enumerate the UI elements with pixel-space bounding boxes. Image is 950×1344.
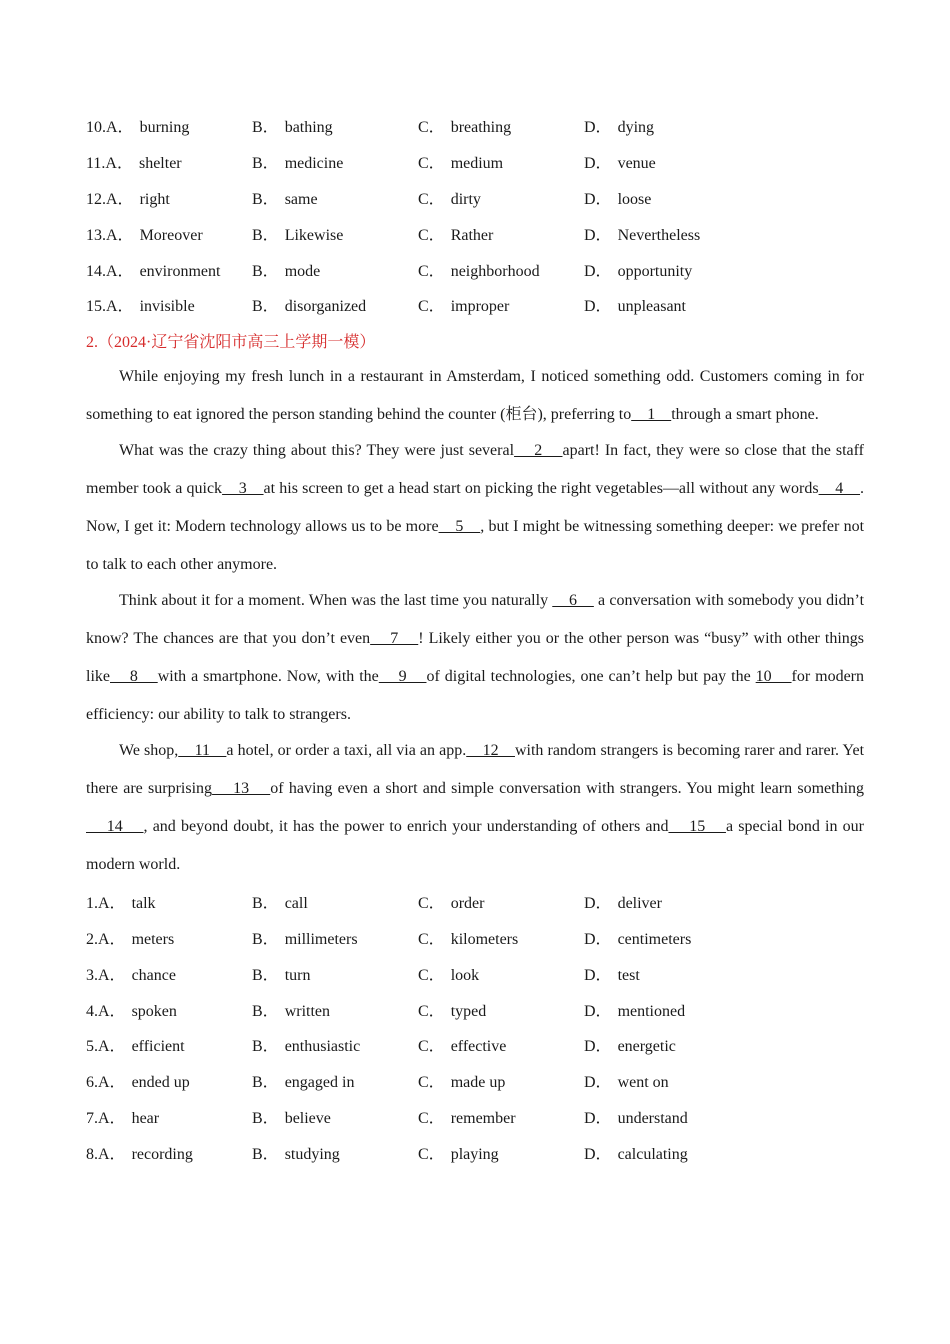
answer-blank[interactable]: 11 <box>178 741 227 759</box>
passage-text: Think about it for a moment. When was the last time you naturally <box>119 591 553 609</box>
answer-blank[interactable]: 4 <box>818 479 861 497</box>
option-row <box>86 1134 864 1170</box>
option-a <box>86 114 252 137</box>
answer-blank[interactable]: 7 <box>370 629 419 647</box>
option-text: mentioned <box>617 1002 686 1020</box>
option-text: burning <box>139 119 190 137</box>
passage-paragraph-4 <box>86 732 864 884</box>
passage-text: of digital technologies, one can’t help but pay the <box>426 667 756 685</box>
passage-paragraph-2 <box>86 432 864 584</box>
option-text: dying <box>617 119 655 137</box>
option-a <box>86 150 252 173</box>
option-row <box>86 920 864 956</box>
option-letter: C． <box>418 1038 445 1056</box>
option-a <box>86 1141 252 1164</box>
option-a <box>86 926 252 949</box>
option-c <box>418 890 584 913</box>
option-d <box>584 890 784 913</box>
option-letter: D． <box>584 1145 612 1163</box>
passage-text: , and beyond doubt, it has the power to enrich your understanding of others and <box>143 817 669 835</box>
option-letter: C． <box>418 930 445 948</box>
option-b <box>252 998 418 1021</box>
option-letter: C． <box>418 1074 445 1092</box>
passage-text: ! Likely either you or the other person was “busy” with other things like <box>86 629 865 685</box>
option-text: believe <box>284 1109 331 1127</box>
option-text: centimeters <box>617 930 692 948</box>
option-c <box>418 114 584 137</box>
option-a <box>86 890 252 913</box>
option-text: remember <box>450 1109 516 1127</box>
option-b <box>252 1105 418 1128</box>
option-letter: B． <box>252 226 279 244</box>
option-text: test <box>617 966 640 984</box>
option-a <box>86 1069 252 1092</box>
option-row <box>86 108 864 144</box>
option-letter: A． <box>98 1109 126 1127</box>
option-text: medium <box>450 155 504 173</box>
passage-text: a hotel, or order a taxi, all via an app. <box>226 741 467 759</box>
option-d <box>584 1033 784 1056</box>
option-a <box>86 258 252 281</box>
option-b <box>252 1033 418 1056</box>
option-c <box>418 222 584 245</box>
option-letter: D． <box>584 1002 612 1020</box>
option-letter: B． <box>252 119 279 137</box>
option-text: kilometers <box>450 930 519 948</box>
question-number: 3. <box>86 966 98 984</box>
option-text: understand <box>617 1109 688 1127</box>
option-b <box>252 186 418 209</box>
option-d <box>584 1141 784 1164</box>
question-number: 7. <box>86 1109 98 1127</box>
option-b <box>252 114 418 137</box>
options-list-part2 <box>86 884 864 1170</box>
option-text: mode <box>284 262 321 280</box>
option-row <box>86 287 864 323</box>
option-letter: A． <box>106 262 134 280</box>
option-text: meters <box>131 930 175 948</box>
option-letter: A． <box>106 298 134 316</box>
option-text: chance <box>131 966 176 984</box>
option-letter: D． <box>584 895 612 913</box>
option-letter: B． <box>252 966 279 984</box>
option-letter: C． <box>418 1002 445 1020</box>
option-row <box>86 180 864 216</box>
option-b <box>252 890 418 913</box>
question-number: 14. <box>86 262 106 280</box>
option-text: environment <box>139 262 221 280</box>
option-text: deliver <box>617 895 662 913</box>
option-letter: B． <box>252 1109 279 1127</box>
option-letter: B． <box>252 298 279 316</box>
option-letter: A． <box>106 190 134 208</box>
option-text: typed <box>450 1002 487 1020</box>
passage-text: through a smart phone. <box>671 405 819 423</box>
option-letter: D． <box>584 930 612 948</box>
passage-text: for modern efficiency: our ability to talk to strangers. <box>86 667 865 723</box>
option-b <box>252 258 418 281</box>
option-d <box>584 186 784 209</box>
option-letter: C． <box>418 298 445 316</box>
option-letter: A． <box>98 1002 126 1020</box>
option-letter: B． <box>252 1038 279 1056</box>
option-text: loose <box>617 190 652 208</box>
option-letter: B． <box>252 1074 279 1092</box>
option-c <box>418 926 584 949</box>
option-letter: D． <box>584 119 612 137</box>
option-text: effective <box>450 1038 507 1056</box>
option-text: unpleasant <box>617 298 686 316</box>
option-letter: A． <box>106 119 134 137</box>
option-letter: D． <box>584 1038 612 1056</box>
option-text: dirty <box>450 190 481 208</box>
option-d <box>584 998 784 1021</box>
option-text: millimeters <box>284 930 358 948</box>
option-c <box>418 1141 584 1164</box>
passage-paragraph-3 <box>86 582 864 734</box>
option-b <box>252 1069 418 1092</box>
option-c <box>418 1069 584 1092</box>
option-c <box>418 1033 584 1056</box>
option-text: hear <box>131 1109 160 1127</box>
option-text: enthusiastic <box>284 1038 361 1056</box>
option-a <box>86 998 252 1021</box>
option-letter: A． <box>98 930 126 948</box>
question-number: 4. <box>86 1002 98 1020</box>
option-text: written <box>284 1002 331 1020</box>
option-letter: B． <box>252 895 279 913</box>
option-row <box>86 884 864 920</box>
option-text: improper <box>450 298 510 316</box>
option-letter: C． <box>418 190 445 208</box>
option-text: Nevertheless <box>617 226 701 244</box>
option-b <box>252 222 418 245</box>
option-c <box>418 998 584 1021</box>
option-b <box>252 150 418 173</box>
answer-blank[interactable]: 8 <box>110 667 158 685</box>
option-letter: B． <box>252 262 279 280</box>
option-letter: C． <box>418 226 445 244</box>
option-text: disorganized <box>284 298 367 316</box>
option-b <box>252 1141 418 1164</box>
option-letter: C． <box>418 966 445 984</box>
option-a <box>86 1033 252 1056</box>
option-d <box>584 114 784 137</box>
option-text: call <box>284 895 308 913</box>
option-text: ended up <box>131 1074 190 1092</box>
question-number: 11. <box>86 155 106 173</box>
option-a <box>86 293 252 316</box>
option-text: right <box>139 190 170 208</box>
passage-text: We shop, <box>119 741 179 759</box>
passage-text: a special bond in our modern world. <box>86 817 864 873</box>
option-d <box>584 258 784 281</box>
option-letter: C． <box>418 1109 445 1127</box>
question-number: 15. <box>86 298 106 316</box>
option-text: studying <box>284 1145 340 1163</box>
passage-text: of having even a short and simple conversation with strangers. You might learn something <box>270 779 865 797</box>
option-text: order <box>450 895 485 913</box>
question-number: 2. <box>86 930 98 948</box>
option-text: made up <box>450 1074 506 1092</box>
option-text: medicine <box>284 155 344 173</box>
passage-text: What was the crazy thing about this? They were just several <box>119 441 515 459</box>
answer-blank[interactable]: 12 <box>466 741 515 759</box>
option-d <box>584 962 784 985</box>
passage-text: with a smartphone. Now, with the <box>157 667 379 685</box>
section-heading: 2.（2024·辽宁省沈阳市高三上学期一模） <box>86 333 376 351</box>
option-letter: B． <box>252 1145 279 1163</box>
question-number: 13. <box>86 226 106 244</box>
answer-blank[interactable]: 13 <box>212 779 271 797</box>
option-letter: A． <box>98 966 126 984</box>
option-c <box>418 258 584 281</box>
passage-text: . Now, I get it: Modern technology allows us to be more <box>86 479 865 535</box>
answer-blank[interactable]: 1 <box>631 405 672 423</box>
option-letter: A． <box>98 1145 126 1163</box>
option-text: shelter <box>138 155 182 173</box>
option-letter: B． <box>252 155 279 173</box>
answer-blank[interactable]: 5 <box>438 517 481 535</box>
option-text: energetic <box>617 1038 676 1056</box>
question-number: 12. <box>86 190 106 208</box>
option-letter: A． <box>98 1074 126 1092</box>
option-text: look <box>450 966 480 984</box>
option-letter: D． <box>584 226 612 244</box>
page-content <box>86 108 864 1170</box>
passage-paragraph-1 <box>86 358 864 434</box>
question-number: 10. <box>86 119 106 137</box>
options-list-part1 <box>86 108 864 323</box>
option-row <box>86 1063 864 1099</box>
passage-text: , but I might be witnessing something deeper: we prefer not to talk to each other anymore. <box>86 517 865 573</box>
option-letter: C． <box>418 119 445 137</box>
passage-text: with random strangers is becoming rarer and rarer. Yet there are surprising <box>86 741 865 797</box>
option-text: engaged in <box>284 1074 355 1092</box>
option-text: recording <box>131 1145 193 1163</box>
option-d <box>584 293 784 316</box>
passage-text: While enjoying my fresh lunch in a restaurant in Amsterdam, I noticed something odd. Customers coming in for something to eat ignored the person standing behind the counter (柜台), preferring to <box>86 367 864 423</box>
passage-text: at his screen to get a head start on picking the right vegetables—all without any words <box>263 479 819 497</box>
question-number: 5. <box>86 1038 98 1056</box>
option-letter: D． <box>584 190 612 208</box>
option-b <box>252 926 418 949</box>
option-d <box>584 1069 784 1092</box>
option-text: efficient <box>131 1038 185 1056</box>
option-row <box>86 215 864 251</box>
option-text: Likewise <box>284 226 344 244</box>
option-row <box>86 1027 864 1063</box>
option-text: calculating <box>617 1145 688 1163</box>
option-row <box>86 991 864 1027</box>
option-text: breathing <box>450 119 512 137</box>
option-b <box>252 293 418 316</box>
option-text: same <box>284 190 318 208</box>
answer-blank[interactable]: 15 <box>668 817 726 835</box>
option-text: opportunity <box>617 262 693 280</box>
option-text: invisible <box>139 298 195 316</box>
option-letter: B． <box>252 930 279 948</box>
option-a <box>86 1105 252 1128</box>
option-row <box>86 955 864 991</box>
option-text: Moreover <box>139 226 203 244</box>
option-d <box>584 1105 784 1128</box>
option-a <box>86 222 252 245</box>
option-letter: D． <box>584 262 612 280</box>
answer-blank[interactable]: 3 <box>222 479 264 497</box>
answer-blank[interactable]: 9 <box>378 667 427 685</box>
question-number: 8. <box>86 1145 98 1163</box>
option-b <box>252 962 418 985</box>
option-letter: C． <box>418 1145 445 1163</box>
option-text: talk <box>131 895 156 913</box>
option-letter: D． <box>584 1074 612 1092</box>
option-c <box>418 962 584 985</box>
option-d <box>584 222 784 245</box>
option-letter: D． <box>584 155 612 173</box>
option-c <box>418 186 584 209</box>
option-text: spoken <box>131 1002 177 1020</box>
option-letter: D． <box>584 966 612 984</box>
option-letter: A． <box>98 1038 126 1056</box>
option-letter: C． <box>418 262 445 280</box>
option-row <box>86 251 864 287</box>
option-text: turn <box>284 966 311 984</box>
option-letter: C． <box>418 155 445 173</box>
option-c <box>418 293 584 316</box>
answer-blank[interactable]: 6 <box>552 591 594 609</box>
option-letter: A． <box>105 155 133 173</box>
option-letter: D． <box>584 1109 612 1127</box>
answer-blank[interactable]: 10 <box>755 667 792 685</box>
option-a <box>86 962 252 985</box>
option-text: went on <box>617 1074 669 1092</box>
question-number: 1. <box>86 895 98 913</box>
option-d <box>584 150 784 173</box>
passage-text: apart! In fact, they were so close that the staff member took a quick <box>86 441 865 497</box>
option-letter: B． <box>252 190 279 208</box>
option-c <box>418 150 584 173</box>
option-letter: C． <box>418 895 445 913</box>
option-text: venue <box>617 155 656 173</box>
answer-blank[interactable]: 2 <box>514 441 563 459</box>
option-text: Rather <box>450 226 494 244</box>
option-a <box>86 186 252 209</box>
option-text: playing <box>450 1145 499 1163</box>
option-letter: D． <box>584 298 612 316</box>
option-d <box>584 926 784 949</box>
option-row <box>86 144 864 180</box>
option-c <box>418 1105 584 1128</box>
answer-blank[interactable]: 14 <box>86 817 144 835</box>
option-letter: A． <box>106 226 134 244</box>
option-letter: B． <box>252 1002 279 1020</box>
option-text: neighborhood <box>450 262 540 280</box>
option-text: bathing <box>284 119 333 137</box>
option-letter: A． <box>98 895 126 913</box>
passage-text: a conversation with somebody you didn’t know? The chances are that you don’t even <box>86 591 865 647</box>
question-number: 6. <box>86 1074 98 1092</box>
option-row <box>86 1099 864 1135</box>
